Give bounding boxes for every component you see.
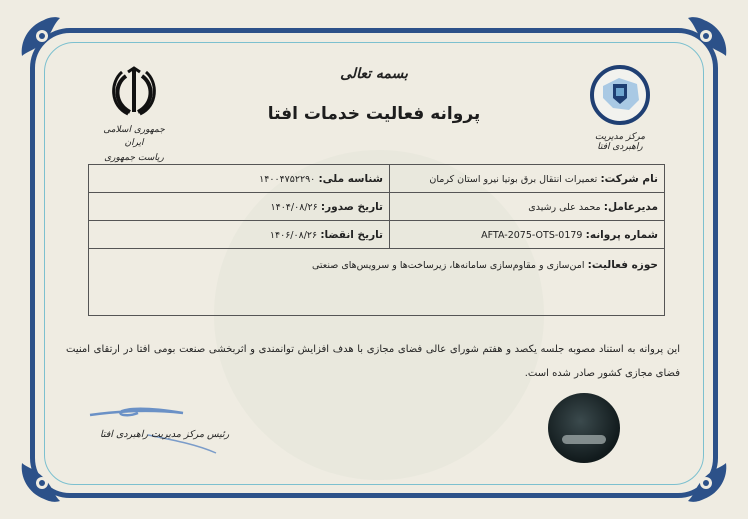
afta-logo (580, 64, 660, 154)
national-id-label: شناسه ملی: (318, 172, 383, 185)
table-row (89, 165, 665, 193)
afta-logo-icon (589, 64, 651, 126)
issue-date-value: ۱۴۰۴/۰۸/۲۶ (270, 201, 318, 213)
license-details-table (88, 164, 665, 316)
scope-cell (89, 249, 665, 316)
scope-value: امن‌سازی و مقاوم‌سازی سامانه‌ها، زیرساخت‌ها و سرویس‌های صنعتی (312, 260, 585, 271)
table-row (89, 193, 665, 221)
corner-ornament-icon (682, 12, 734, 64)
license-number-value: AFTA-2075-OTS-0179 (481, 229, 583, 241)
issue-date-label: تاریخ صدور: (320, 200, 383, 213)
signature-block (88, 405, 238, 455)
issue-date-cell (89, 193, 390, 221)
company-name-value: تعمیرات انتقال برق بوتیا نیرو استان کرمان (429, 173, 598, 185)
company-name-label: نام شرکت: (600, 172, 658, 185)
iran-emblem-icon (108, 66, 160, 118)
afta-caption: مرکز مدیریت راهبردی افتا (594, 132, 646, 152)
emblem-line-1: جمهوری اسلامی ایران (103, 125, 165, 148)
company-name-cell (390, 165, 665, 193)
license-number-cell (390, 221, 665, 249)
corner-ornament-icon (14, 12, 66, 64)
table-row (89, 249, 665, 316)
ceo-cell (390, 193, 665, 221)
national-id-cell (89, 165, 390, 193)
expiry-date-cell (89, 221, 390, 249)
license-number-label: شماره پروانه: (585, 228, 658, 241)
ceo-label: مدیرعامل: (603, 200, 658, 213)
signature-caption: رئیس مرکز مدیریت راهبردی افتا (100, 429, 230, 440)
official-seal-icon (548, 393, 620, 463)
seal-band (562, 435, 606, 444)
certificate-title: پروانه فعالیت خدمات افتا (267, 104, 481, 124)
iran-emblem (100, 66, 168, 163)
expiry-date-label: تاریخ انقضا: (320, 228, 383, 241)
table-row (89, 221, 665, 249)
corner-ornament-icon (14, 455, 66, 507)
national-id-value: ۱۴۰۰۴۷۵۲۲۹۰ (259, 173, 316, 185)
expiry-date-value: ۱۴۰۶/۰۸/۲۶ (269, 229, 318, 241)
emblem-line-2: ریاست جمهوری (104, 153, 164, 163)
invocation: بسمه تعالی (340, 66, 408, 82)
certificate-body-text: این پروانه به استناد مصوبه جلسه یکصد و هفتم شورای عالی فضای مجازی با هدف افزایش توانمندی و اثربخشی صنعت بومی افتا در ارتقای امنیت فضای مجازی کشور صادر شده است. (66, 344, 680, 379)
corner-ornament-icon (682, 455, 734, 507)
ceo-value: محمد علی رشیدی (528, 201, 601, 213)
scope-label: حوزه فعالیت: (587, 259, 658, 271)
